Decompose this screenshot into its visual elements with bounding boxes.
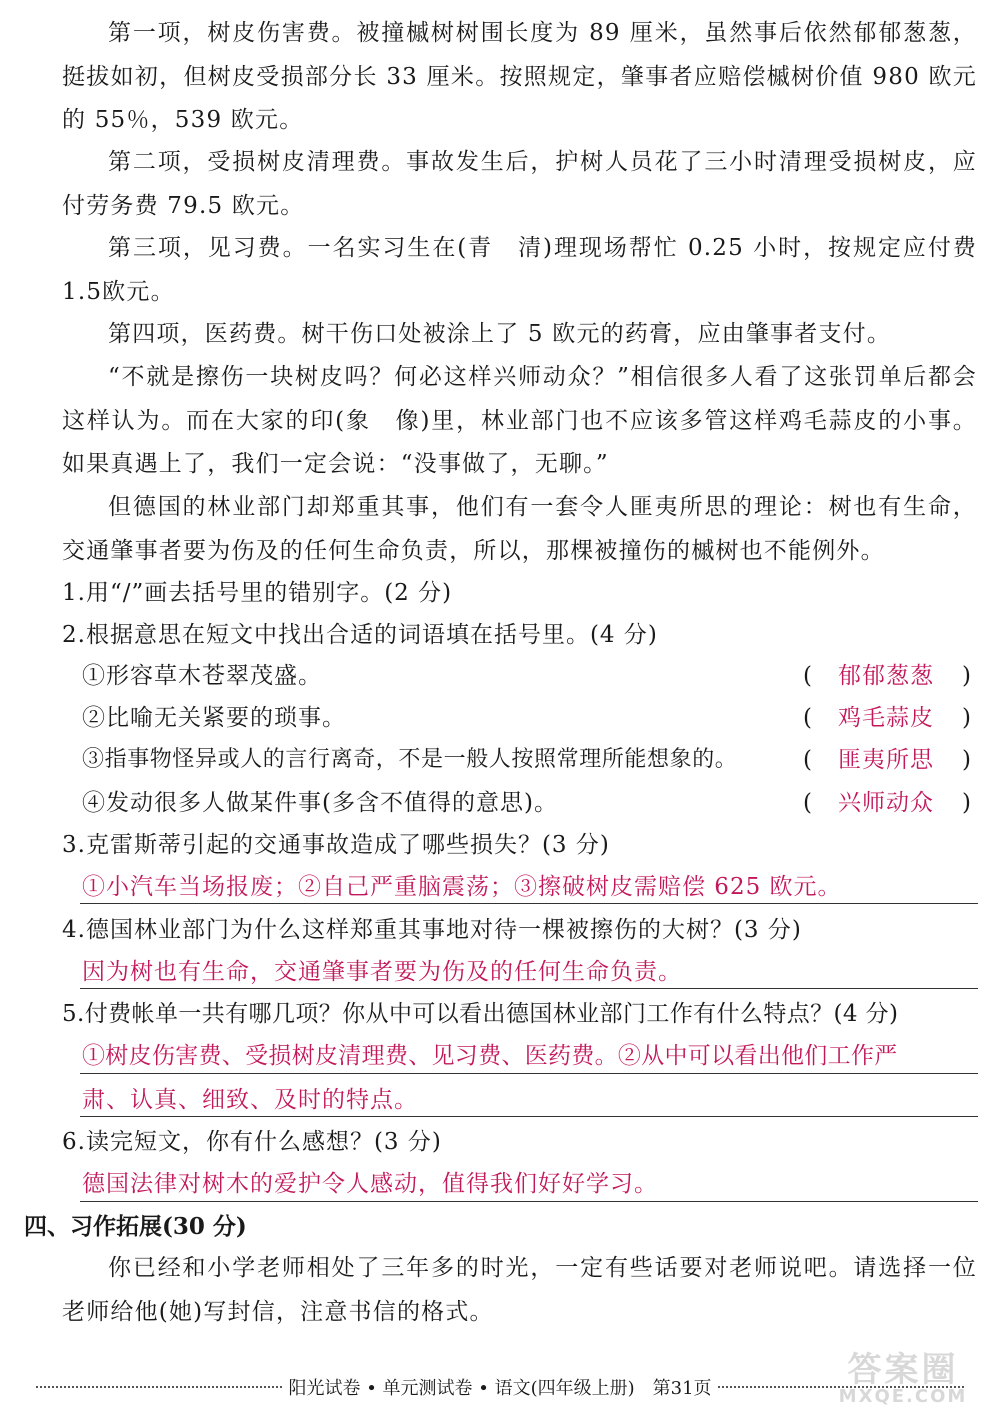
question-5: 5.付费帐单一共有哪几项？你从中可以看出德国林业部门工作有什么特点？(4 分) xyxy=(62,1001,899,1027)
question-3-answer: ①小汽车当场报废；②自己严重脑震荡；③擦破树皮需赔偿 625 欧元。 xyxy=(82,874,842,900)
answer-paren-open: ( xyxy=(803,790,812,816)
passage-paragraph-5: “不就是擦伤一块树皮吗？何必这样兴师动众？”相信很多人看了这张罚单后都会这样认为。而在大家的印(象 像)里，林业部门也不应该多管这样鸡毛蒜皮的小事。如果真遇上了，我们一定会说：“没事做了，无聊。” xyxy=(62,364,977,477)
question-2-answer-2: 鸡毛蒜皮 xyxy=(838,705,934,731)
passage-paragraph-3: 第三项，见习费。一名实习生在(青 清)理现场帮忙 0.25 小时，按规定应付费 1.5欧元。 xyxy=(62,235,977,305)
question-2: 2.根据意思在短文中找出合适的词语填在括号里。(4 分) xyxy=(62,622,658,648)
question-6: 6.读完短文，你有什么感想？(3 分) xyxy=(62,1129,442,1155)
passage-paragraph-1: 第一项，树皮伤害费。被撞槭树树围长度为 89 厘米，虽然事后依然郁郁葱葱，挺拔如初，但树皮受损部分长 33 厘米。按照规定，肇事者应赔偿槭树价值 980 欧元的 55％，539 欧元。 xyxy=(62,20,977,133)
watermark-mark: 答案圈 xyxy=(847,1350,959,1390)
passage-paragraph-2: 第二项，受损树皮清理费。事故发生后，护树人员花了三小时清理受损树皮，应付劳务费 79.5 欧元。 xyxy=(62,149,977,219)
question-4-answer: 因为树也有生命，交通肇事者要为伤及的任何生命负责。 xyxy=(82,959,682,985)
passage-paragraph-6: 但德国的林业部门却郑重其事，他们有一套令人匪夷所思的理论：树也有生命，交通肇事者要为伤及的任何生命负责，所以，那棵被撞伤的槭树也不能例外。 xyxy=(62,494,977,564)
question-2-answer-1: 郁郁葱葱 xyxy=(838,663,934,689)
question-2-item-4: ④发动很多人做某件事(多含不值得的意思)。 xyxy=(82,790,558,816)
answer-paren-open: ( xyxy=(803,705,812,731)
question-3: 3.克雷斯蒂引起的交通事故造成了哪些损失？(3 分) xyxy=(62,832,610,858)
question-2-answer-4: 兴师动众 xyxy=(838,790,934,816)
footer-text: 阳光试卷 • 单元测试卷 • 语文(四年级上册) 第31页 xyxy=(288,1378,712,1399)
question-6-answer: 德国法律对树木的爱护令人感动，值得我们好好学习。 xyxy=(82,1171,658,1197)
answer-line xyxy=(80,1201,978,1202)
answer-paren-close: ) xyxy=(962,790,971,816)
watermark-logo xyxy=(828,1350,978,1407)
passage-paragraph-4: 第四项，医药费。树干伤口处被涂上了 5 欧元的药膏，应由肇事者支付。 xyxy=(108,321,892,347)
question-1: 1.用“/”画去括号里的错别字。(2 分) xyxy=(62,580,453,606)
answer-line xyxy=(80,1116,978,1117)
question-2-item-2: ②比喻无关紧要的琐事。 xyxy=(82,705,346,731)
answer-line xyxy=(80,1073,978,1074)
answer-line xyxy=(80,988,978,989)
question-5-answer-line-2: 肃、认真、细致、及时的特点。 xyxy=(82,1087,418,1113)
footer-dotted-line-left xyxy=(36,1386,282,1388)
question-4: 4.德国林业部门为什么这样郑重其事地对待一棵被擦伤的大树？(3 分) xyxy=(62,917,802,943)
answer-paren-close: ) xyxy=(962,747,971,773)
question-2-answer-3: 匪夷所思 xyxy=(838,747,934,773)
watermark-text: MXQE.COM xyxy=(838,1386,968,1407)
answer-paren-open: ( xyxy=(803,747,812,773)
section-4-title: 四、习作拓展(30 分) xyxy=(24,1213,247,1240)
answer-line xyxy=(80,903,978,904)
answer-paren-close: ) xyxy=(962,663,971,689)
question-2-item-1: ①形容草木苍翠茂盛。 xyxy=(82,663,322,689)
answer-paren-close: ) xyxy=(962,705,971,731)
section-4-prompt: 你已经和小学老师相处了三年多的时光，一定有些话要对老师说吧。请选择一位老师给他(她)写封信，注意书信的格式。 xyxy=(62,1255,977,1325)
question-5-answer-line-1: ①树皮伤害费、受损树皮清理费、见习费、医药费。②从中可以看出他们工作严 xyxy=(82,1043,898,1069)
question-2-item-3: ③指事物怪异或人的言行离奇，不是一般人按照常理所能想象的。 xyxy=(82,747,738,772)
answer-paren-open: ( xyxy=(803,663,812,689)
